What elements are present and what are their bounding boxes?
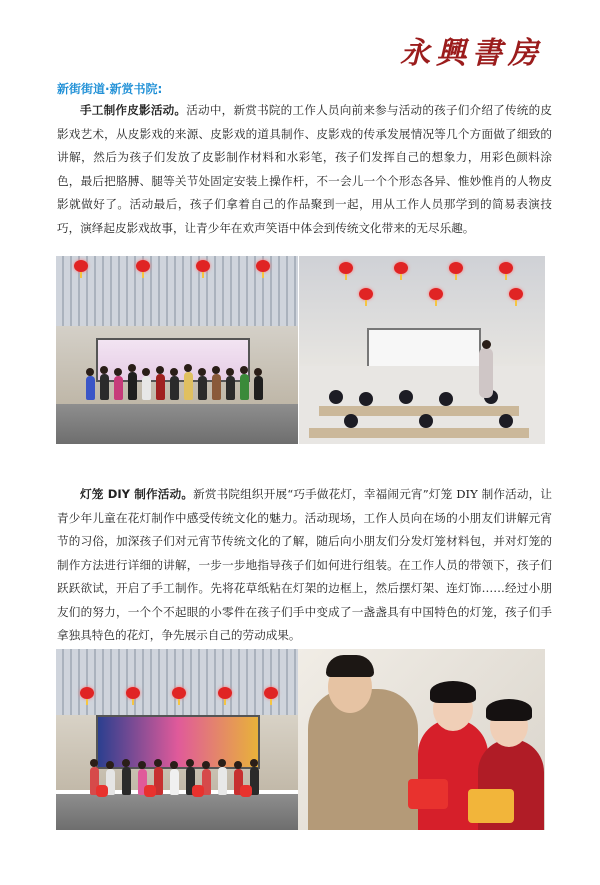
photo-classroom-lecture [299, 256, 545, 444]
section-title: 新街街道·新赏书院: [57, 82, 163, 96]
photo-group-shadow-puppets [56, 256, 298, 444]
paragraph-body: 活动中，新赏书院的工作人员向前来参与活动的孩子们介绍了传统的皮影戏艺术，从皮影戏的来源、皮影戏的道具制作、皮影戏的传承发展情况等几个方面做了细致的讲解，然后为孩子们发放了皮影制作材料和水彩笔，孩子们发挥自己的想象力，用彩色颜料涂色，最后把胳膊、腿等关节处固定安装上操作杆，不一会儿一个个形态各异、惟妙惟肖的人物皮影就做好了。活动最后，孩子们拿着自己的作品聚到一起，用从工作人员那学到的简易表演技巧，演绎起皮影戏故事，让青少年在欢声笑语中体会到传统文化带来的无尽乐趣。 [57, 103, 552, 235]
photo-group-lanterns [56, 649, 298, 830]
paragraph-shadow-puppet [57, 99, 552, 240]
paragraph-body: 新赏书院组织开展“巧手做花灯，幸福闹元宵”灯笼 DIY 制作活动，让青少年儿童在花灯制作中感受传统文化的魅力。活动现场，工作人员向在场的小朋友们讲解元宵节的习俗，加深孩子们对元宵节传统文化的了解，随后向小朋友们分发灯笼材料包，并对灯笼的制作方法进行详细的讲解，一步一步地指导孩子们如何进行组装。在工作人员的带领下，孩子们跃跃欲试，开启了手工制作。先将花草纸粘在灯架的边框上，然后摆灯架、连灯饰……经过小朋友们的努力，一个个不起眼的小零件在孩子们手中变成了一盏盏具有中国特色的灯笼，孩子们手拿独具特色的花灯，争先展示自己的劳动成果。 [57, 487, 553, 642]
paragraph-lantern [57, 483, 552, 648]
logo: 永興書房 [400, 36, 544, 71]
paragraph-lead: 灯笼 DIY 制作活动。 [80, 487, 194, 501]
photo-adult-helping-children [298, 649, 545, 830]
paragraph-lead: 手工制作皮影活动。 [80, 103, 187, 117]
